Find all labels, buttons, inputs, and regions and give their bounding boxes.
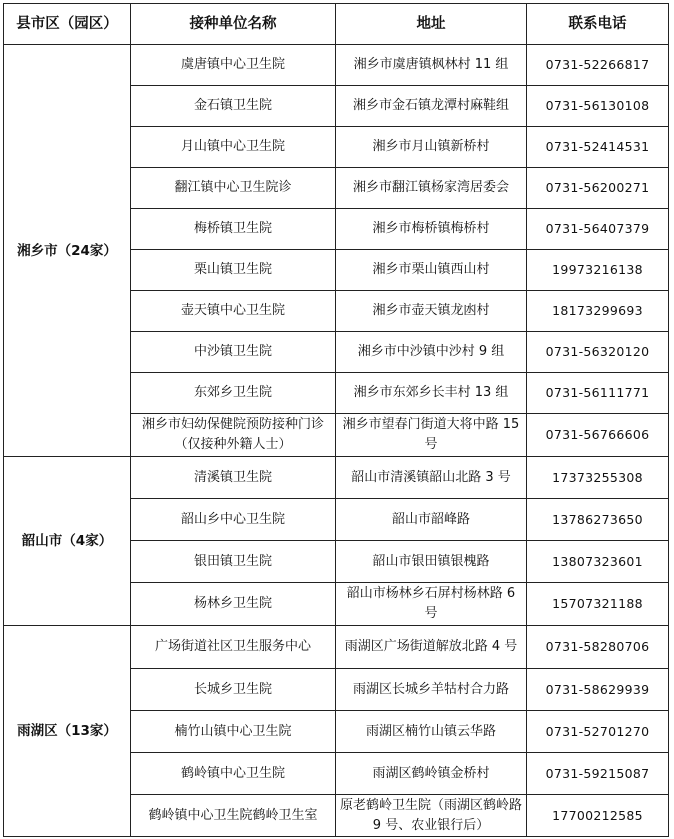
phone-cell: 13786273650 (527, 499, 669, 541)
unit-name-cell: 月山镇中心卫生院 (131, 127, 336, 168)
phone-cell: 0731-58629939 (527, 669, 669, 711)
table-row (4, 626, 669, 669)
phone-cell: 0731-56130108 (527, 86, 669, 127)
phone-cell: 0731-56200271 (527, 168, 669, 209)
header-address: 地址 (336, 4, 527, 45)
phone-cell: 0731-56111771 (527, 373, 669, 414)
address-cell: 湘乡市月山镇新桥村 (336, 127, 527, 168)
unit-name-cell: 楠竹山镇中心卫生院 (131, 711, 336, 753)
address-cell: 韶山市韶峰路 (336, 499, 527, 541)
unit-name-cell: 栗山镇卫生院 (131, 250, 336, 291)
phone-cell: 0731-52414531 (527, 127, 669, 168)
unit-name-cell: 杨林乡卫生院 (131, 583, 336, 626)
phone-cell: 17373255308 (527, 457, 669, 499)
address-cell: 原老鹤岭卫生院（雨湖区鹤岭路 9 号、农业银行后） (336, 795, 527, 837)
unit-name-cell: 金石镇卫生院 (131, 86, 336, 127)
address-cell: 湘乡市虞唐镇枫林村 11 组 (336, 45, 527, 86)
phone-cell: 0731-56320120 (527, 332, 669, 373)
header-phone: 联系电话 (527, 4, 669, 45)
address-cell: 雨湖区楠竹山镇云华路 (336, 711, 527, 753)
unit-name-cell: 湘乡市妇幼保健院预防接种门诊（仅接种外籍人士） (131, 414, 336, 457)
unit-name-cell: 东郊乡卫生院 (131, 373, 336, 414)
phone-cell: 15707321188 (527, 583, 669, 626)
address-cell: 韶山市银田镇银槐路 (336, 541, 527, 583)
unit-name-cell: 银田镇卫生院 (131, 541, 336, 583)
unit-name-cell: 壶天镇中心卫生院 (131, 291, 336, 332)
phone-cell: 13807323601 (527, 541, 669, 583)
unit-name-cell: 中沙镇卫生院 (131, 332, 336, 373)
address-cell: 韶山市清溪镇韶山北路 3 号 (336, 457, 527, 499)
table-row (4, 457, 669, 499)
district-cell: 韶山市（4家） (4, 457, 131, 626)
address-cell: 韶山市杨林乡石屏村杨林路 6 号 (336, 583, 527, 626)
unit-name-cell: 鹤岭镇中心卫生院 (131, 753, 336, 795)
address-cell: 雨湖区长城乡羊牯村合力路 (336, 669, 527, 711)
district-cell: 湘乡市（24家） (4, 45, 131, 457)
table-row (4, 45, 669, 86)
unit-name-cell: 梅桥镇卫生院 (131, 209, 336, 250)
phone-cell: 0731-56766606 (527, 414, 669, 457)
address-cell: 湘乡市东郊乡长丰村 13 组 (336, 373, 527, 414)
address-cell: 湘乡市壶天镇龙凼村 (336, 291, 527, 332)
address-cell: 湘乡市望春门街道大将中路 15 号 (336, 414, 527, 457)
unit-name-cell: 长城乡卫生院 (131, 669, 336, 711)
address-cell: 雨湖区广场街道解放北路 4 号 (336, 626, 527, 669)
header-row (4, 4, 669, 45)
district-cell: 雨湖区（13家） (4, 626, 131, 837)
header-unit-name: 接种单位名称 (131, 4, 336, 45)
phone-cell: 0731-52266817 (527, 45, 669, 86)
phone-cell: 0731-58280706 (527, 626, 669, 669)
phone-cell: 19973216138 (527, 250, 669, 291)
phone-cell: 0731-59215087 (527, 753, 669, 795)
phone-cell: 0731-56407379 (527, 209, 669, 250)
address-cell: 湘乡市栗山镇西山村 (336, 250, 527, 291)
address-cell: 雨湖区鹤岭镇金桥村 (336, 753, 527, 795)
phone-cell: 17700212585 (527, 795, 669, 837)
phone-cell: 18173299693 (527, 291, 669, 332)
address-cell: 湘乡市金石镇龙潭村麻鞋组 (336, 86, 527, 127)
address-cell: 湘乡市梅桥镇梅桥村 (336, 209, 527, 250)
unit-name-cell: 韶山乡中心卫生院 (131, 499, 336, 541)
unit-name-cell: 清溪镇卫生院 (131, 457, 336, 499)
address-cell: 湘乡市翻江镇杨家湾居委会 (336, 168, 527, 209)
unit-name-cell: 虞唐镇中心卫生院 (131, 45, 336, 86)
address-cell: 湘乡市中沙镇中沙村 9 组 (336, 332, 527, 373)
vaccination-units-table (3, 3, 669, 837)
vaccination-table-container (3, 3, 669, 837)
header-district: 县市区（园区） (4, 4, 131, 45)
phone-cell: 0731-52701270 (527, 711, 669, 753)
unit-name-cell: 广场街道社区卫生服务中心 (131, 626, 336, 669)
unit-name-cell: 鹤岭镇中心卫生院鹤岭卫生室 (131, 795, 336, 837)
unit-name-cell: 翻江镇中心卫生院诊 (131, 168, 336, 209)
